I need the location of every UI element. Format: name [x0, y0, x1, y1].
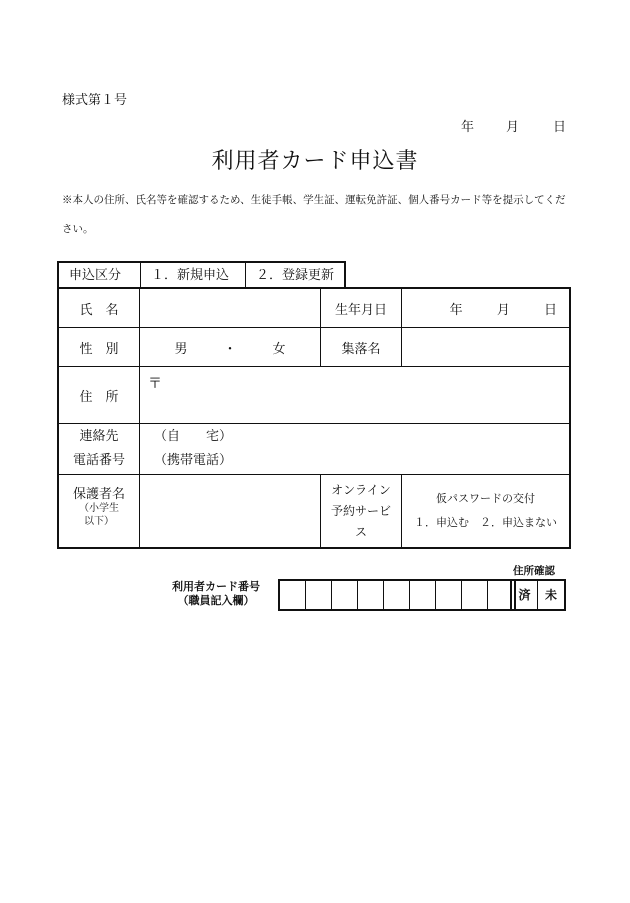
birth-year-unit: 年 — [449, 302, 463, 318]
address-checked-box[interactable]: 済 — [512, 581, 538, 609]
date-year-label: 年 — [460, 120, 474, 135]
gender-female[interactable]: 女 — [272, 341, 286, 357]
temp-password-title: 仮パスワードの交付 — [436, 492, 535, 505]
address-check-boxes — [510, 579, 566, 611]
card-number-label-line1: 利用者カード番号 — [172, 580, 260, 593]
card-digit-box[interactable] — [436, 581, 462, 609]
address-field[interactable] — [140, 367, 571, 424]
name-field[interactable] — [140, 288, 321, 328]
card-number-label — [160, 580, 272, 608]
guardian-label-cell — [58, 475, 140, 549]
id-notice: ※本人の住所、氏名等を確認するため、生徒手帳、学生証、運転免許証、個人番号カード等を提示してください。 — [62, 194, 566, 235]
temp-password-options[interactable]: １．申込む ２．申込まない — [414, 516, 557, 529]
online-label-line2: 予約サービ — [330, 503, 391, 518]
birthdate-field[interactable] — [402, 288, 571, 328]
temp-password-field[interactable] — [402, 475, 571, 549]
page-title: 利用者カード申込書 — [211, 149, 419, 174]
card-digit-box[interactable] — [384, 581, 410, 609]
date-month-label: 月 — [505, 120, 519, 135]
village-field[interactable] — [402, 328, 571, 367]
contact-label-line1: 連絡先 — [79, 429, 119, 444]
guardian-label: 保護者名 — [72, 487, 125, 502]
birth-month-unit: 月 — [496, 302, 510, 318]
village-label: 集落名 — [321, 328, 402, 367]
online-reservation-label — [321, 475, 402, 549]
option-new-application[interactable]: １．新規申込 — [141, 263, 246, 288]
guardian-field[interactable] — [140, 475, 321, 549]
option-renewal[interactable]: ２．登録更新 — [256, 268, 335, 283]
card-number-boxes — [278, 579, 516, 611]
card-digit-box[interactable] — [410, 581, 436, 609]
contact-label-line2: 電話番号 — [72, 453, 125, 468]
gender-male[interactable]: 男 — [174, 341, 188, 357]
birthdate-label: 生年月日 — [321, 288, 402, 328]
form-number: 様式第１号 — [62, 93, 128, 108]
card-digit-box[interactable] — [306, 581, 332, 609]
mobile-phone-label: （携帯電話） — [154, 453, 233, 468]
address-label: 住 所 — [58, 367, 140, 424]
card-digit-box[interactable] — [462, 581, 488, 609]
name-label: 氏 名 — [58, 288, 140, 328]
gender-separator: ・ — [223, 341, 237, 357]
card-digit-box[interactable] — [358, 581, 384, 609]
online-label-line1: オンライン — [331, 482, 391, 497]
date-day-label: 日 — [552, 120, 566, 135]
application-form-table — [57, 287, 571, 549]
contact-label — [58, 424, 140, 475]
card-digit-box[interactable] — [332, 581, 358, 609]
application-type-row — [57, 261, 346, 288]
application-type-label: 申込区分 — [59, 263, 141, 288]
gender-label: 性 別 — [58, 328, 140, 367]
address-unchecked-box[interactable]: 未 — [544, 588, 557, 602]
card-number-label-line2: （職員記入欄） — [177, 594, 255, 607]
address-check-label: 住所確認 — [513, 565, 555, 577]
guardian-note: （小学生以下） — [79, 503, 119, 527]
home-phone-label: （自 宅） — [154, 429, 233, 444]
submission-date — [461, 116, 566, 135]
postal-mark: 〒 — [148, 376, 162, 392]
online-label-line3: ス — [354, 524, 367, 539]
gender-field[interactable] — [140, 328, 321, 367]
contact-field[interactable] — [140, 424, 571, 475]
card-digit-box[interactable] — [280, 581, 306, 609]
birth-day-unit: 日 — [543, 302, 557, 318]
